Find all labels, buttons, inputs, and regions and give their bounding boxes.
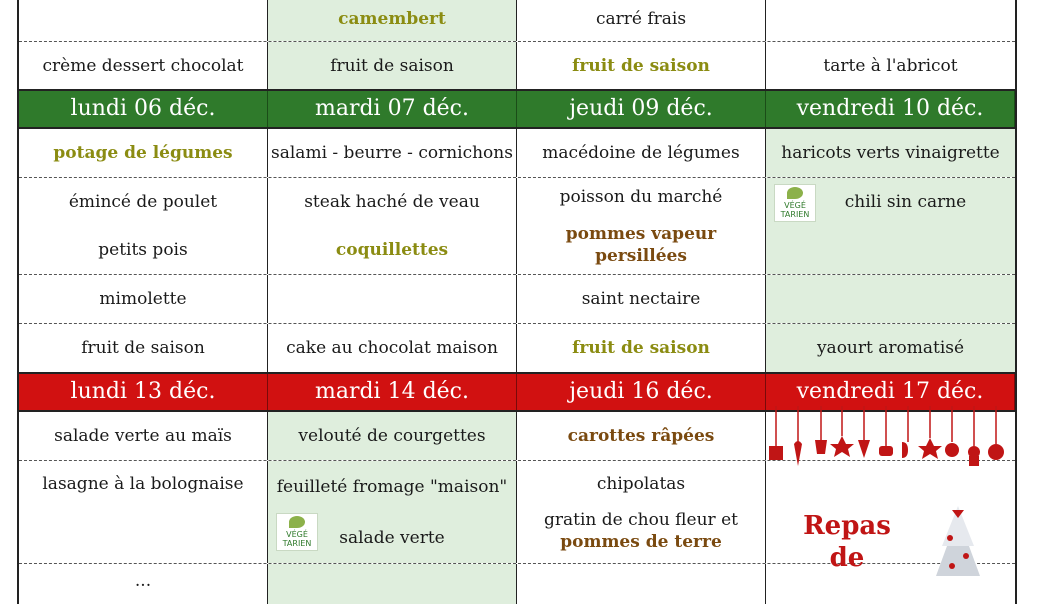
day-header: vendredi 17 déc. <box>766 374 1015 410</box>
week-header <box>19 91 1015 129</box>
dish-text: coquillettes <box>335 240 449 260</box>
vegetarian-logo-icon: VÉGÉ TARIEN <box>774 184 816 222</box>
day-header: lundi 06 déc. <box>19 91 268 127</box>
christmas-decoration <box>766 406 1011 576</box>
menu-cell <box>517 461 766 563</box>
table-row <box>19 275 1015 324</box>
menu-cell: saint nectaire <box>517 275 766 323</box>
menu-cell: fruit de saison <box>517 324 766 372</box>
menu-cell <box>19 178 268 274</box>
day-header: mardi 07 déc. <box>268 91 517 127</box>
veg-line <box>268 527 516 549</box>
dish-text: gratin de chou fleur et <box>544 510 738 530</box>
menu-cell: mimolette <box>19 275 268 323</box>
table-row <box>19 178 1015 275</box>
menu-cell: tarte à l'abricot <box>823 55 958 76</box>
dish-text: lasagne à la bolognaise <box>42 474 244 494</box>
menu-cell: carottes râpées <box>517 412 766 460</box>
dish-text: petits pois <box>98 240 188 260</box>
menu-cell <box>19 461 268 563</box>
day-header: jeudi 09 déc. <box>517 91 766 127</box>
menu-cell: fruit de saison <box>268 42 517 89</box>
table-row <box>19 0 1015 42</box>
day-header: lundi 13 déc. <box>19 374 268 410</box>
menu-cell: camembert <box>268 0 517 41</box>
dish-text: chili sin carne <box>844 192 967 212</box>
dish-text: steak haché de veau <box>304 192 480 212</box>
menu-cell <box>766 275 1015 323</box>
dish-text: émincé de poulet <box>68 192 218 212</box>
menu-cell <box>19 564 268 604</box>
menu-cell <box>268 461 517 563</box>
menu-cell: carré frais <box>517 0 766 41</box>
dish-text: ... <box>134 571 152 591</box>
menu-cell: fruit de saison <box>19 324 268 372</box>
table-row <box>19 42 1015 91</box>
title-line: de <box>829 543 865 573</box>
dish-text: feuilleté fromage "maison" <box>276 476 508 497</box>
table-row <box>19 324 1015 374</box>
menu-cell: crème dessert chocolat <box>19 42 268 89</box>
menu-cell: macédoine de légumes <box>517 129 766 177</box>
dish-text: poisson du marché <box>559 186 723 207</box>
menu-cell <box>517 178 766 274</box>
menu-cell: fruit de saison <box>517 42 766 89</box>
day-header: vendredi 10 déc. <box>766 91 1015 127</box>
dish-text: salade verte <box>339 527 445 548</box>
day-header: mardi 14 déc. <box>268 374 517 410</box>
menu-cell: yaourt aromatisé <box>766 324 1015 372</box>
menu-cell <box>19 0 268 41</box>
dish-text: chipolatas <box>596 474 686 494</box>
dish-text: pommes de terre <box>560 532 722 552</box>
menu-cell: haricots verts vinaigrette <box>766 129 1015 177</box>
table-row <box>19 129 1015 178</box>
christmas-meal-title <box>802 510 892 574</box>
menu-cell: velouté de courgettes <box>268 412 517 460</box>
vegetarian-logo-icon: VÉGÉ TARIEN <box>276 513 318 551</box>
title-line: Repas <box>803 511 891 541</box>
menu-cell <box>268 564 517 604</box>
dish-text: pommes vapeur persillées <box>565 223 717 266</box>
menu-cell <box>766 0 1015 41</box>
menu-cell: cake au chocolat maison <box>268 324 517 372</box>
day-header: jeudi 16 déc. <box>517 374 766 410</box>
menu-cell: salade verte au maïs <box>19 412 268 460</box>
menu-cell <box>766 178 1015 274</box>
menu-cell <box>268 178 517 274</box>
menu-cell: salami - beurre - cornichons <box>268 129 517 177</box>
menu-cell: potage de légumes <box>19 129 268 177</box>
menu-cell <box>517 564 766 604</box>
menu-cell <box>268 275 517 323</box>
